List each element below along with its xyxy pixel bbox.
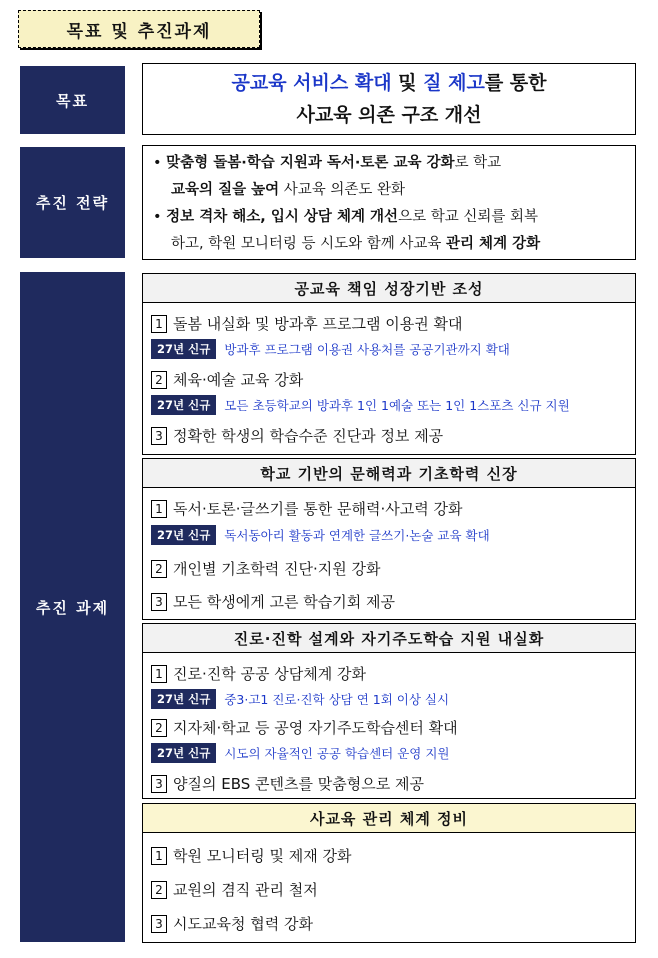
tasks-label: 추진 과제 (20, 272, 125, 942)
task-item-text: 독서·토론·글쓰기를 통한 문해력·사고력 강화 (173, 500, 463, 518)
task-item-text: 학원 모니터링 및 제재 강화 (173, 847, 352, 865)
task-item (151, 558, 380, 579)
task-item-text: 돌봄 내실화 및 방과후 프로그램 이용권 확대 (173, 315, 463, 333)
goal-label: 목표 (20, 66, 125, 134)
task-item-text: 개인별 기초학력 진단·지원 강화 (173, 560, 381, 578)
task-section-body (142, 833, 636, 943)
task-item-text: 체육·예술 교육 강화 (173, 371, 304, 389)
strategy-label: 추진 전략 (20, 147, 125, 258)
task-item (151, 773, 424, 794)
task-section-body (142, 303, 636, 455)
goal-line-1-part: 를 통한 (484, 72, 547, 94)
section-header-title: 목표 및 추진과제 (66, 21, 212, 42)
task-item (151, 717, 458, 738)
goal-line-1-part: 및 (391, 72, 424, 94)
new-badge: 27년 신규 (151, 395, 216, 415)
task-sub-text: 독서동아리 활동과 연계한 글쓰기·논술 교육 확대 (224, 528, 490, 543)
strategy-item-1-line-2 (153, 177, 627, 204)
task-sub-item (151, 525, 490, 545)
strategy-box (142, 145, 636, 260)
goal-line-1-part: 공교육 서비스 확대 (231, 72, 392, 94)
strategy-text: 맞춤형 돌봄·학습 지원과 독서·토론 교육 강화 (166, 155, 455, 171)
task-sub-text: 시도의 자율적인 공공 학습센터 운영 지원 (224, 746, 450, 761)
number-box-icon: 2 (151, 719, 167, 737)
strategy-item-2-line-1 (153, 204, 627, 231)
task-section-body (142, 488, 636, 620)
task-item (151, 879, 318, 900)
new-badge: 27년 신규 (151, 743, 216, 763)
section-header-tag (18, 10, 260, 48)
strategy-text: 교육의 질을 높여 (171, 182, 280, 198)
task-section-title: 진로·진학 설계와 자기주도학습 지원 내실화 (142, 623, 636, 653)
task-section-body (142, 653, 636, 799)
task-sub-item (151, 339, 510, 359)
number-box-icon: 2 (151, 560, 167, 578)
task-item (151, 369, 303, 390)
number-box-icon: 3 (151, 775, 167, 793)
strategy-item-1-line-1 (153, 150, 627, 177)
goal-line-1 (231, 67, 546, 99)
task-sub-item (151, 743, 450, 763)
task-item (151, 663, 366, 684)
strategy-text: 사교육 의존도 완화 (279, 182, 406, 198)
task-item-text: 진로·진학 공공 상담체계 강화 (173, 665, 366, 683)
task-section-title: 학교 기반의 문해력과 기초학력 신장 (142, 458, 636, 488)
strategy-text: 관리 체계 강화 (446, 236, 541, 252)
number-box-icon: 3 (151, 915, 167, 933)
task-item-text: 지자체·학교 등 공영 자기주도학습센터 확대 (173, 719, 458, 737)
task-item-text: 모든 학생에게 고른 학습기회 제공 (173, 593, 395, 611)
task-section-title: 사교육 관리 체계 정비 (142, 803, 636, 833)
task-sub-item (151, 689, 449, 709)
strategy-text: 하고, 학원 모니터링 등 시도와 함께 사교육 (171, 236, 446, 252)
number-box-icon: 3 (151, 427, 167, 445)
task-item (151, 313, 462, 334)
task-sub-text: 방과후 프로그램 이용권 사용처를 공공기관까지 확대 (224, 342, 510, 357)
number-box-icon: 1 (151, 315, 167, 333)
new-badge: 27년 신규 (151, 525, 216, 545)
number-box-icon: 2 (151, 881, 167, 899)
strategy-item-2-line-2 (153, 231, 627, 258)
bullet-icon: • (153, 155, 162, 171)
number-box-icon: 2 (151, 371, 167, 389)
task-item (151, 498, 462, 519)
number-box-icon: 1 (151, 665, 167, 683)
task-sub-text: 모든 초등학교의 방과후 1인 1예술 또는 1인 1스포츠 신규 지원 (224, 398, 570, 413)
task-item (151, 591, 395, 612)
task-item (151, 845, 351, 866)
task-item-text: 양질의 EBS 콘텐츠를 맞춤형으로 제공 (173, 775, 424, 793)
task-item-text: 정확한 학생의 학습수준 진단과 정보 제공 (173, 427, 444, 445)
number-box-icon: 1 (151, 847, 167, 865)
task-sub-text: 중3·고1 진로·진학 상담 연 1회 이상 실시 (224, 692, 450, 707)
new-badge: 27년 신규 (151, 339, 216, 359)
task-item (151, 913, 313, 934)
goal-box (142, 63, 636, 135)
goal-line-1-part: 질 제고 (423, 72, 485, 94)
number-box-icon: 3 (151, 593, 167, 611)
number-box-icon: 1 (151, 500, 167, 518)
task-sub-item (151, 395, 570, 415)
bullet-icon: • (153, 209, 162, 225)
task-item-text: 시도교육청 협력 강화 (173, 915, 313, 933)
strategy-text: 으로 학교 신뢰를 회복 (398, 209, 538, 225)
new-badge: 27년 신규 (151, 689, 216, 709)
goal-line-2: 사교육 의존 구조 개선 (296, 104, 482, 126)
task-section-title: 공교육 책임 성장기반 조성 (142, 273, 636, 303)
strategy-text: 정보 격차 해소, 입시 상담 체계 개선 (166, 209, 399, 225)
task-item (151, 425, 443, 446)
strategy-text: 로 학교 (454, 155, 502, 171)
task-item-text: 교원의 겸직 관리 철저 (173, 881, 318, 899)
